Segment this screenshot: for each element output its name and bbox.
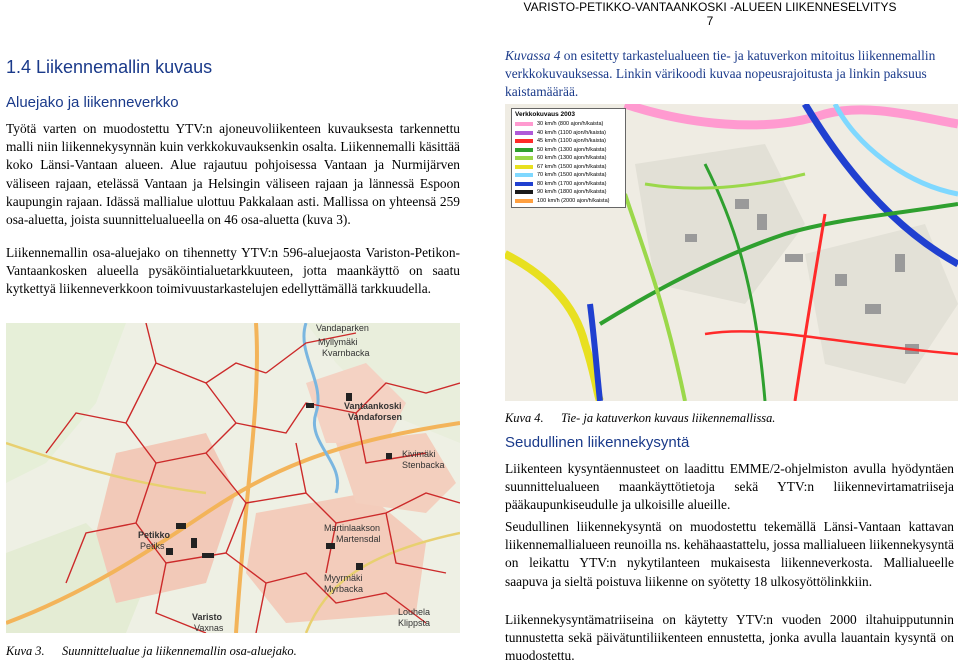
place-label-myyrmaki: Myyrmäki — [324, 573, 363, 583]
legend-swatch — [515, 190, 533, 194]
place-label-kivimaki: Kivimäki — [402, 449, 436, 459]
legend-label: 45 km/h (1100 ajon/h/kaista) — [537, 138, 606, 145]
figure3-caption-label: Kuva 3. — [6, 644, 45, 658]
legend-item — [515, 163, 622, 172]
legend-label: 90 km/h (1800 ajon/h/kaista) — [537, 189, 607, 196]
legend-label: 60 km/h (1300 ajon/h/kaista) — [537, 155, 607, 162]
section-heading: 1.4 Liikennemallin kuvaus — [6, 57, 213, 77]
legend-swatch — [515, 139, 533, 143]
subsection-heading: Aluejako ja liikenneverkko — [6, 94, 179, 111]
legend-item — [515, 129, 622, 138]
place-label-myllymaki: Myllymäki — [318, 337, 358, 347]
legend-swatch — [515, 148, 533, 152]
figure4-map — [505, 104, 958, 401]
legend-swatch — [515, 131, 533, 135]
running-header — [460, 0, 960, 28]
legend-item — [515, 171, 622, 180]
figure3-map — [6, 323, 460, 633]
place-label-klippsta: Klippsta — [398, 618, 431, 628]
legend-swatch — [515, 173, 533, 177]
place-label-martinlaakson: Martinlaakson — [324, 523, 381, 533]
legend-label: 80 km/h (1700 ajon/h/kaista) — [537, 180, 607, 187]
page-number: 7 — [706, 14, 714, 28]
place-label-myrbacka: Myrbacka — [324, 584, 364, 594]
place-label-vandaforsen: Vandaforsen — [348, 412, 403, 422]
paragraph-aluejako: Työtä varten on muodostettu YTV:n ajoneuvoliikenteen kuvauksesta tarkennettu malli niin liikennekysynnän kuin verkkokuvauksenkin osalta. Liikennemalli käsittää koko Länsi-Vantaan alueen. Alue rajautuu pohjoisessa Vantaan ja Nurmijärven väliseen rajaan, etelässä Vantaan ja Helsingin väliseen rajaan ja lännessä Espoon kaupungin rajaan. Idässä mallialue ulottuu Pakkalaan asti. Mallissa on yhteensä 259 osa-aluetta, joista suunnittelualueella on 46 osa-aluetta (kuva 3). — [6, 121, 460, 228]
map-legend — [511, 108, 626, 208]
figure4-intro-text: on esitetty tarkastelualueen tie- ja katuverkon mitoitus liikennemallin verkkokuvauksessa. Linkin värikoodi kuvaa nopeusrajoitusta ja linkin paksuus kaistamäärää. — [505, 48, 936, 99]
legend-title: Verkkokuvaus 2003 — [515, 111, 575, 118]
figure4-intro — [505, 47, 953, 101]
figure3-caption — [6, 644, 297, 659]
legend-item — [515, 137, 622, 146]
place-label-louhela: Louhela — [398, 607, 431, 617]
figure3-caption-text: Suunnittelualue ja liikennemallin osa-aluejako. — [62, 644, 297, 658]
legend-label: 40 km/h (1100 ajon/h/kaista) — [537, 129, 606, 136]
zone-map-svg — [6, 323, 460, 633]
legend-item — [515, 120, 622, 129]
place-label-vandaparken: Vandaparken — [316, 323, 369, 333]
legend-swatch — [515, 165, 533, 169]
legend-item — [515, 188, 622, 197]
figure4-caption-label: Kuva 4. — [505, 411, 544, 425]
place-label-martensdal: Martensdal — [336, 534, 381, 544]
legend-item — [515, 146, 622, 155]
legend-swatch — [515, 122, 533, 126]
running-title: VARISTO-PETIKKO-VANTAANKOSKI -ALUEEN LIIKENNESELVITYS — [523, 0, 897, 14]
figure4-intro-ref: Kuvassa 4 — [505, 48, 561, 63]
place-label-stenbacka: Stenbacka — [402, 460, 445, 470]
legend-label: 70 km/h (1500 ajon/h/kaista) — [537, 172, 607, 179]
legend-label: 50 km/h (1300 ajon/h/kaista) — [537, 146, 607, 153]
place-label-petikko: Petikko — [138, 530, 171, 540]
place-label-vantaankoski: Vantaankoski — [344, 401, 402, 411]
seudullinen-paragraph-2: Seudullinen liikennekysyntä on muodostettu tekemällä Länsi-Vantaan kattavan liikennemallialueen reunoilla ns. kehähaastattelu, jossa mallialueen liikennekysyntä on leikattu YTV:n nykytilanteen mukaisesta liikenneverkosta. Mallialueelle saapuva ja sieltä poistuva liikenne on syötetty 18 ulkosyöttölinkkiin. — [505, 519, 954, 589]
figure4-caption-text: Tie- ja katuverkon kuvaus liikennemallissa. — [561, 411, 776, 425]
seudullinen-heading: Seudullinen liikennekysyntä — [505, 434, 690, 451]
legend-label: 30 km/h (800 ajon/h/kaista) — [537, 121, 604, 128]
place-label-vaxnas: Vaxnas — [194, 623, 224, 633]
paragraph-osa-aluejako: Liikennemallin osa-aluejako on tihennetty YTV:n 596-aluejaosta Variston-Petikon-Vantaankosken alueella pysäköintialuetarkkuuteen, jotta maankäyttö on saatu kytkettyä liikenneverkkoon toimivuustarkastelujen edellyttämällä tarkkuudella. — [6, 245, 460, 297]
legend-item — [515, 154, 622, 163]
place-label-kvarnbacka: Kvarnbacka — [322, 348, 370, 358]
legend-item — [515, 197, 622, 206]
figure4-caption — [505, 411, 775, 426]
seudullinen-paragraph-1: Liikenteen kysyntäennusteet on laadittu EMME/2-ohjelmiston avulla hyödyntäen suunnittelualueen maankäyttötietoja sekä YTV:n liikennevirtamatriiseja pääkaupunkiseudulle ja ulkoisille alueille. — [505, 461, 954, 513]
legend-item — [515, 180, 622, 189]
seudullinen-paragraph-3: Liikennekysyntämatriiseina on käytetty YTV:n vuoden 2000 iltahuipputunnin tunnustetta sekä päivätuntiliikenteen ennustetta, jonka avulla lauantain kysyntä on muodostettu. — [505, 612, 954, 663]
legend-swatch — [515, 182, 533, 186]
legend-label: 100 km/h (2000 ajon/h/kaista) — [537, 197, 610, 204]
legend-label: 67 km/h (1500 ajon/h/kaista) — [537, 163, 607, 170]
place-label-petiks: Petiks — [140, 541, 165, 551]
legend-swatch — [515, 156, 533, 160]
place-label-varisto: Varisto — [192, 612, 223, 622]
legend-swatch — [515, 199, 533, 203]
